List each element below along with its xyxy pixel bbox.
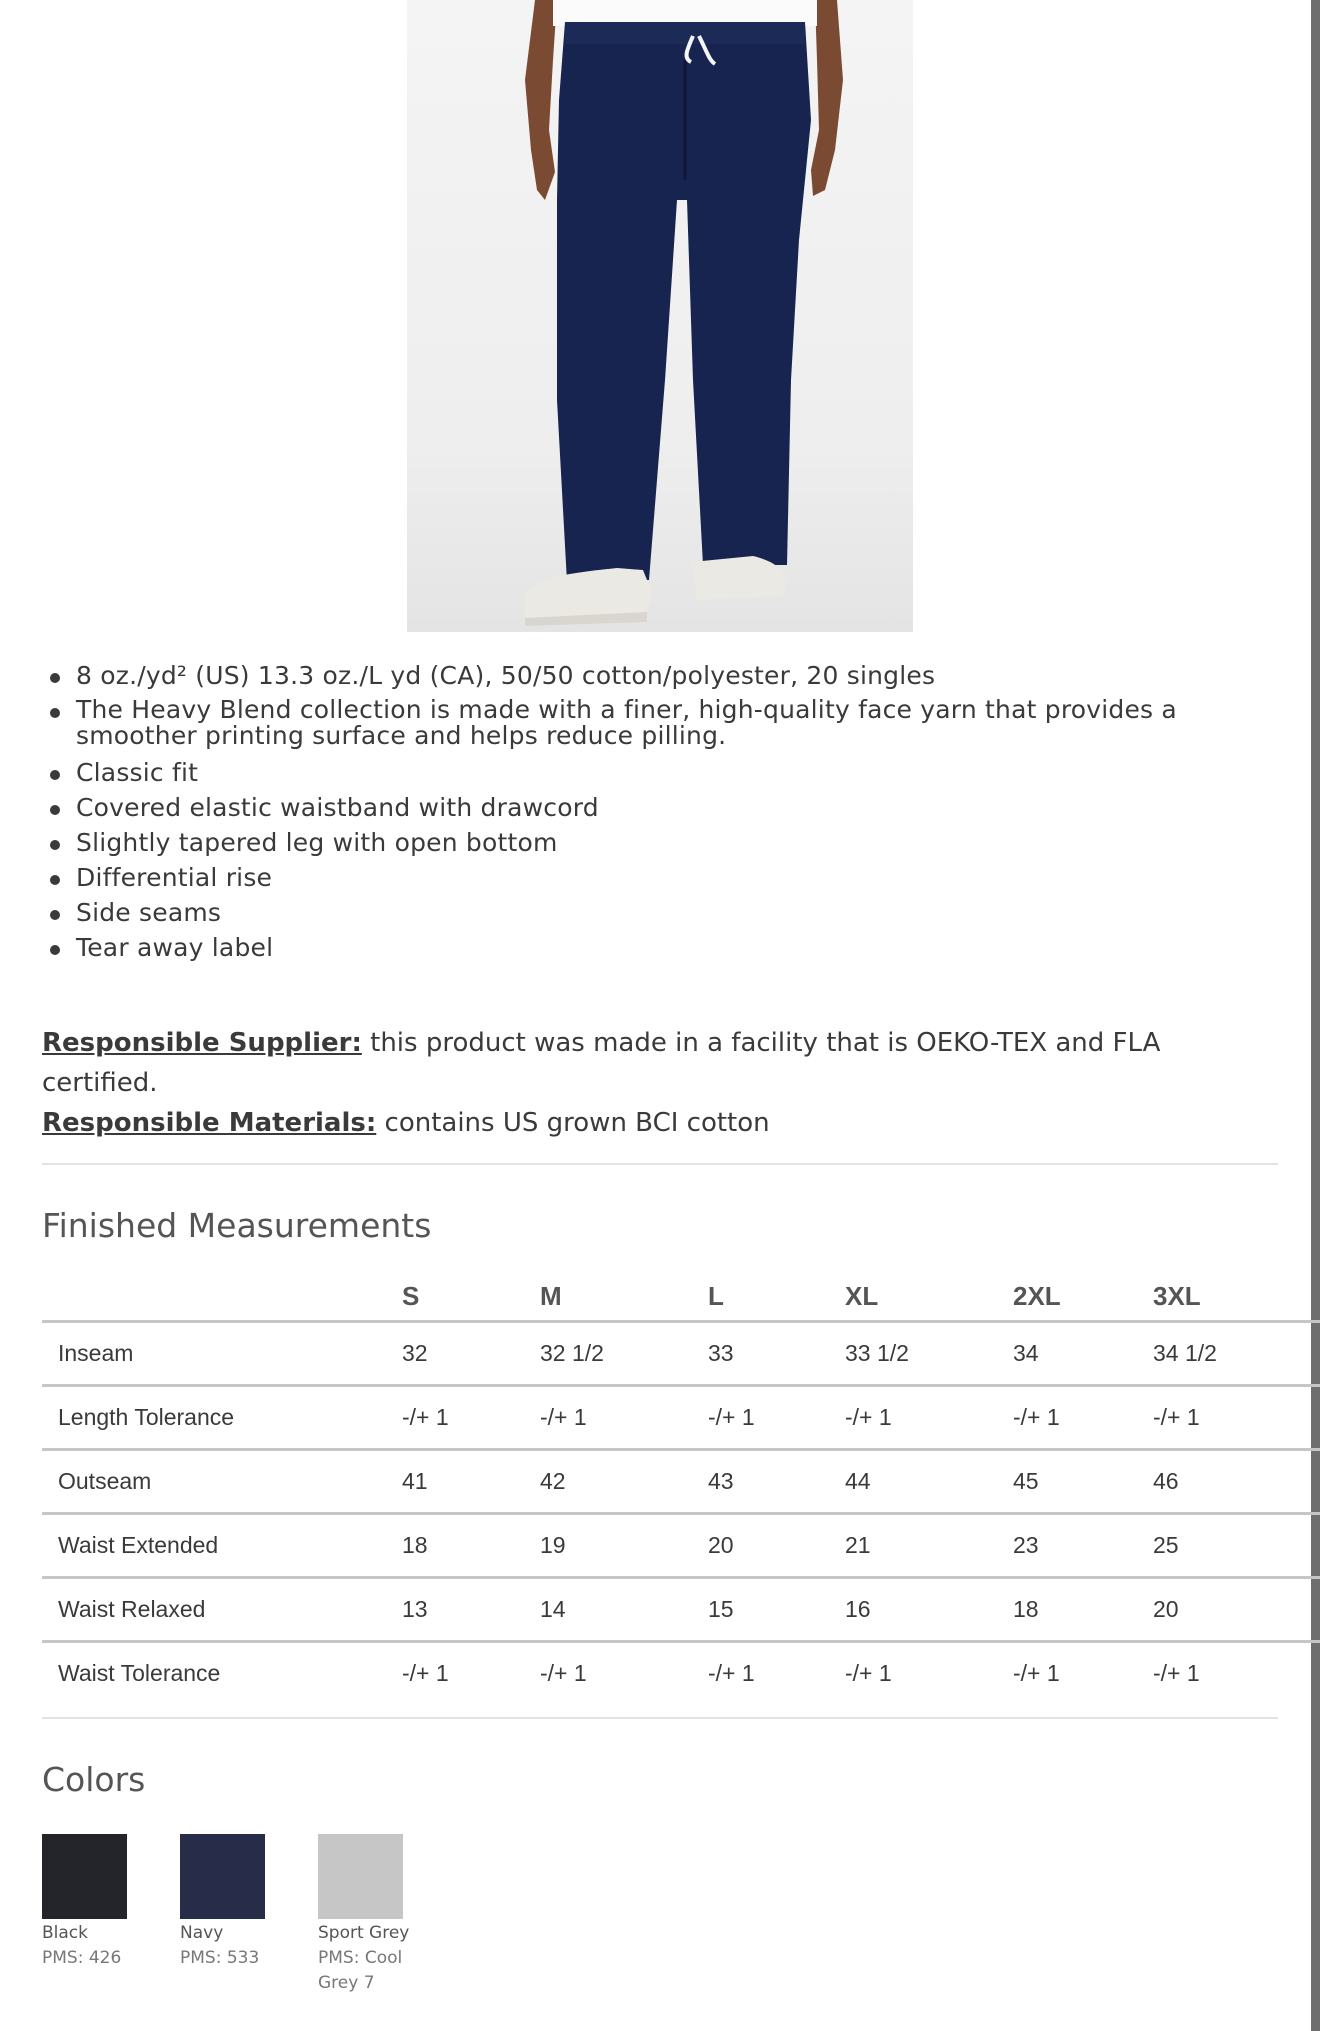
table-header-row (42, 1272, 1320, 1322)
size-header: 2XL (1013, 1272, 1153, 1322)
responsible-supplier-label: Responsible Supplier: (42, 1028, 362, 1058)
row-label: Waist Extended (42, 1514, 402, 1578)
size-header: L (708, 1272, 845, 1322)
measurements-table (42, 1272, 1320, 1704)
feature-item: The Heavy Blend collection is made with a finer, high-quality face yarn that provides a smoother printing surface and helps reduce pilling. (76, 697, 1296, 749)
table-cell: 18 (1013, 1578, 1153, 1642)
table-cell: 34 (1013, 1322, 1153, 1386)
table-cell: 34 1/2 (1153, 1322, 1320, 1386)
feature-list (42, 662, 1296, 969)
table-cell: 33 1/2 (845, 1322, 1013, 1386)
color-name: Sport Grey (318, 1923, 410, 1943)
feature-item: 8 oz./yd² (US) 13.3 oz./L yd (CA), 50/50 cotton/polyester, 20 singles (76, 662, 1296, 689)
table-cell: 23 (1013, 1514, 1153, 1578)
table-cell: 45 (1013, 1450, 1153, 1514)
feature-item: Tear away label (76, 934, 1296, 961)
table-cell: -/+ 1 (708, 1660, 755, 1686)
feature-item: Classic fit (76, 759, 1296, 786)
table-cell: -/+ 1 (708, 1386, 845, 1450)
table-row (42, 1578, 1320, 1642)
table-cell: -/+ 1 (845, 1660, 892, 1686)
responsible-materials-text: contains US grown BCI cotton (376, 1108, 770, 1138)
table-cell: 18 (402, 1514, 540, 1578)
color-swatch-black[interactable] (42, 1834, 180, 1996)
feature-item: Slightly tapered leg with open bottom (76, 829, 1296, 856)
table-cell: 16 (845, 1578, 1013, 1642)
table-cell: 19 (540, 1514, 708, 1578)
table-cell: 25 (1153, 1514, 1320, 1578)
table-cell: -/+ 1 (540, 1660, 587, 1686)
table-row (42, 1642, 1320, 1705)
table-row (42, 1450, 1320, 1514)
table-cell: -/+ 1 (845, 1386, 1013, 1450)
table-cell: -/+ 1 (1153, 1660, 1200, 1686)
table-cell: 32 (402, 1322, 540, 1386)
table-cell: 32 1/2 (540, 1322, 708, 1386)
color-chip[interactable] (180, 1834, 265, 1919)
table-cell: 46 (1153, 1450, 1320, 1514)
table-row (42, 1322, 1320, 1386)
color-name: Black (42, 1923, 88, 1943)
size-header: XL (845, 1272, 1013, 1322)
color-chip[interactable] (42, 1834, 127, 1919)
feature-item: Covered elastic waistband with drawcord (76, 794, 1296, 821)
section-divider (42, 1717, 1278, 1719)
table-cell: 21 (845, 1514, 1013, 1578)
responsible-supplier-text: this product was made in a facility that is OEKO-TEX and FLA certified. (42, 1028, 1161, 1098)
table-cell: 14 (540, 1578, 708, 1642)
color-chip[interactable] (318, 1834, 403, 1919)
measurements-title: Finished Measurements (42, 1206, 432, 1245)
responsible-materials-label: Responsible Materials: (42, 1108, 377, 1138)
responsible-materials (42, 1103, 1262, 1143)
page-scrollbar-edge (1311, 0, 1320, 2031)
color-swatch-navy[interactable] (180, 1834, 318, 1996)
size-header: 3XL (1153, 1272, 1320, 1322)
color-pms: PMS: 533 (180, 1948, 260, 1968)
color-name: Navy (180, 1923, 224, 1943)
table-row (42, 1514, 1320, 1578)
table-cell: -/+ 1 (1013, 1660, 1060, 1686)
table-cell: 42 (540, 1450, 708, 1514)
row-label: Waist Relaxed (42, 1578, 402, 1642)
table-cell: 33 (708, 1322, 845, 1386)
table-cell: 13 (402, 1578, 540, 1642)
feature-item: Differential rise (76, 864, 1296, 891)
size-header: M (540, 1272, 708, 1322)
feature-item: Side seams (76, 899, 1296, 926)
row-label: Outseam (42, 1450, 402, 1514)
table-cell: 44 (845, 1450, 1013, 1514)
table-cell: 41 (402, 1450, 540, 1514)
row-label: Length Tolerance (42, 1386, 402, 1450)
table-cell: -/+ 1 (540, 1386, 708, 1450)
table-cell: -/+ 1 (1013, 1386, 1153, 1450)
responsible-info (42, 1023, 1262, 1143)
row-label: Waist Tolerance (58, 1660, 221, 1686)
table-cell: -/+ 1 (1153, 1386, 1320, 1450)
row-label: Inseam (42, 1322, 402, 1386)
table-cell: -/+ 1 (402, 1660, 449, 1686)
table-cell: -/+ 1 (402, 1386, 540, 1450)
header-corner (42, 1272, 402, 1322)
color-pms: PMS: Cool Grey 7 (318, 1948, 403, 1993)
responsible-supplier (42, 1023, 1262, 1103)
color-pms: PMS: 426 (42, 1948, 122, 1968)
table-row (42, 1386, 1320, 1450)
table-cell: 15 (708, 1578, 845, 1642)
table-cell: 20 (1153, 1578, 1320, 1642)
section-divider (42, 1163, 1278, 1165)
color-swatch-sport-grey[interactable] (318, 1834, 456, 1996)
colors-title: Colors (42, 1760, 146, 1799)
product-image (407, 0, 913, 632)
size-header: S (402, 1272, 540, 1322)
table-cell: 20 (708, 1514, 845, 1578)
table-cell: 43 (708, 1450, 845, 1514)
color-swatches (42, 1834, 456, 1996)
